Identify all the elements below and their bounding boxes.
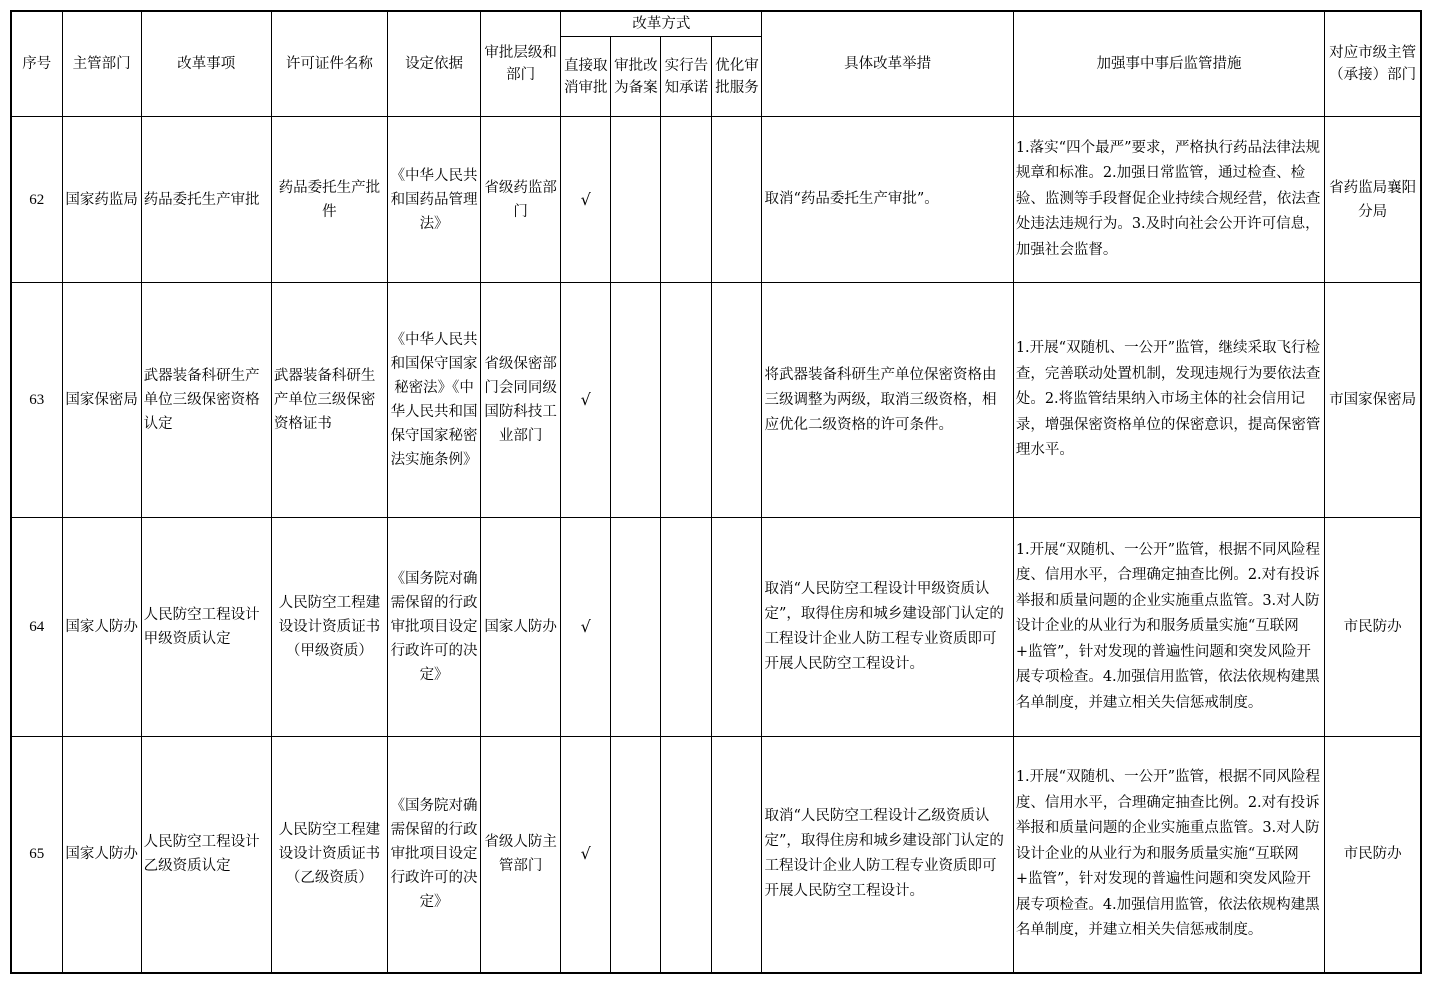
header-seq: 序号 (11, 11, 62, 117)
table-header (11, 11, 1421, 117)
cell-method-cancel: √ (561, 117, 611, 283)
table-body (11, 117, 1421, 973)
cell-method-record (611, 518, 661, 737)
cell-measure: 将武器装备科研生产单位保密资格由三级调整为两级，取消三级资格，相应优化二级资格的许可条件。 (762, 283, 1013, 518)
cell-dept: 国家人防办 (62, 737, 141, 973)
cell-cert: 药品委托生产批件 (271, 117, 387, 283)
table-row (11, 283, 1421, 518)
cell-method-notify (661, 283, 712, 518)
cell-item: 人民防空工程设计乙级资质认定 (141, 737, 271, 973)
cell-item: 药品委托生产审批 (141, 117, 271, 283)
table-row (11, 518, 1421, 737)
cell-level: 省级保密部门会同同级国防科技工业部门 (481, 283, 561, 518)
header-level: 审批层级和部门 (481, 11, 561, 117)
header-measure: 具体改革举措 (762, 11, 1013, 117)
cell-city-dept: 省药监局襄阳分局 (1325, 117, 1421, 283)
cell-method-notify (661, 737, 712, 973)
cell-seq: 64 (11, 518, 62, 737)
header-cert: 许可证件名称 (271, 11, 387, 117)
cell-basis: 《中华人民共和国药品管理法》 (388, 117, 481, 283)
cell-method-notify (661, 518, 712, 737)
cell-dept: 国家人防办 (62, 518, 141, 737)
cell-city-dept: 市民防办 (1325, 737, 1421, 973)
cell-method-optimize (712, 283, 762, 518)
cell-level: 国家人防办 (481, 518, 561, 737)
cell-measure: 取消“药品委托生产审批”。 (762, 117, 1013, 283)
header-method-cancel: 直接取消审批 (561, 37, 611, 117)
header-city-dept: 对应市级主管（承接）部门 (1325, 11, 1421, 117)
cell-item: 人民防空工程设计甲级资质认定 (141, 518, 271, 737)
cell-basis: 《中华人民共和国保守国家秘密法》《中华人民共和国保守国家秘密法实施条例》 (388, 283, 481, 518)
document-page (10, 10, 1422, 974)
header-item: 改革事项 (141, 11, 271, 117)
cell-cert: 武器装备科研生产单位三级保密资格证书 (271, 283, 387, 518)
cell-method-cancel: √ (561, 518, 611, 737)
cell-city-dept: 市民防办 (1325, 518, 1421, 737)
cell-method-record (611, 283, 661, 518)
cell-city-dept: 市国家保密局 (1325, 283, 1421, 518)
cell-method-cancel: √ (561, 737, 611, 973)
cell-seq: 63 (11, 283, 62, 518)
cell-cert: 人民防空工程建设设计资质证书（甲级资质） (271, 518, 387, 737)
cell-method-cancel: √ (561, 283, 611, 518)
header-method-notify: 实行告知承诺 (661, 37, 712, 117)
header-method-record: 审批改为备案 (611, 37, 661, 117)
cell-cert: 人民防空工程建设设计资质证书（乙级资质） (271, 737, 387, 973)
cell-supervision: 1.落实“四个最严”要求，严格执行药品法律法规规章和标准。2.加强日常监管，通过检查、检验、监测等手段督促企业持续合规经营，依法查处违法违规行为。3.及时向社会公开许可信息，加强社会监督。 (1013, 117, 1324, 283)
cell-method-record (611, 737, 661, 973)
cell-method-record (611, 117, 661, 283)
cell-supervision: 1.开展“双随机、一公开”监管，继续采取飞行检查，完善联动处置机制，发现违规行为要依法查处。2.将监管结果纳入市场主体的社会信用记录，增强保密资格单位的保密意识，提高保密管理水平。 (1013, 283, 1324, 518)
header-basis: 设定依据 (388, 11, 481, 117)
cell-dept: 国家药监局 (62, 117, 141, 283)
cell-level: 省级药监部门 (481, 117, 561, 283)
header-supervision: 加强事中事后监管措施 (1013, 11, 1324, 117)
header-method-group: 改革方式 (561, 11, 762, 37)
reform-table (10, 10, 1422, 974)
cell-supervision: 1.开展“双随机、一公开”监管，根据不同风险程度、信用水平，合理确定抽查比例。2.对有投诉举报和质量问题的企业实施重点监管。3.对人防设计企业的从业行为和服务质量实施“互联网+监管”，针对发现的普遍性问题和突发风险开展专项检查。4.加强信用监管，依法依规构建黑名单制度，并建立相关失信惩戒制度。 (1013, 518, 1324, 737)
cell-method-optimize (712, 518, 762, 737)
table-row (11, 737, 1421, 973)
cell-seq: 65 (11, 737, 62, 973)
header-method-optimize: 优化审批服务 (712, 37, 762, 117)
cell-supervision: 1.开展“双随机、一公开”监管，根据不同风险程度、信用水平，合理确定抽查比例。2.对有投诉举报和质量问题的企业实施重点监管。3.对人防设计企业的从业行为和服务质量实施“互联网+监管”，针对发现的普遍性问题和突发风险开展专项检查。4.加强信用监管，依法依规构建黑名单制度，并建立相关失信惩戒制度。 (1013, 737, 1324, 973)
cell-basis: 《国务院对确需保留的行政审批项目设定行政许可的决定》 (388, 737, 481, 973)
cell-level: 省级人防主管部门 (481, 737, 561, 973)
cell-dept: 国家保密局 (62, 283, 141, 518)
cell-method-optimize (712, 737, 762, 973)
header-dept: 主管部门 (62, 11, 141, 117)
cell-seq: 62 (11, 117, 62, 283)
cell-method-notify (661, 117, 712, 283)
cell-basis: 《国务院对确需保留的行政审批项目设定行政许可的决定》 (388, 518, 481, 737)
cell-method-optimize (712, 117, 762, 283)
cell-measure: 取消“人民防空工程设计乙级资质认定”，取得住房和城乡建设部门认定的工程设计企业人防工程专业资质即可开展人民防空工程设计。 (762, 737, 1013, 973)
cell-item: 武器装备科研生产单位三级保密资格认定 (141, 283, 271, 518)
table-row (11, 117, 1421, 283)
cell-measure: 取消“人民防空工程设计甲级资质认定”，取得住房和城乡建设部门认定的工程设计企业人防工程专业资质即可开展人民防空工程设计。 (762, 518, 1013, 737)
